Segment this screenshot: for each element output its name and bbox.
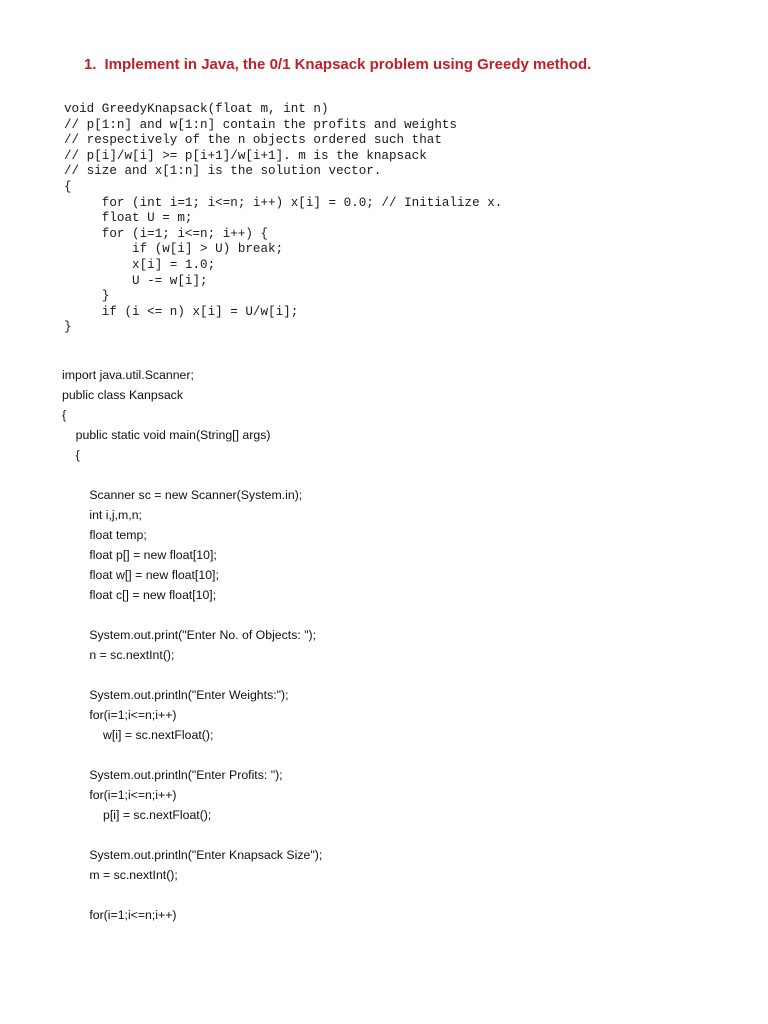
code-line [62, 745, 322, 765]
code-line [62, 605, 322, 625]
code-line: { [62, 448, 80, 462]
code-line: for(i=1;i<=n;i++) [62, 788, 177, 802]
code-line: n = sc.nextInt(); [62, 648, 175, 662]
code-line: float temp; [62, 528, 147, 542]
code-line: { [62, 408, 67, 422]
pseudocode-block [64, 102, 502, 336]
pseudocode-line: } [64, 289, 110, 304]
code-line: for(i=1;i<=n;i++) [62, 708, 177, 722]
code-line: System.out.println("Enter Knapsack Size"); [62, 848, 323, 862]
question-number: 1. [84, 56, 97, 73]
code-line [62, 665, 322, 685]
code-line: System.out.print("Enter No. of Objects: "); [62, 628, 317, 642]
pseudocode-line: U -= w[i]; [64, 273, 208, 288]
code-line: Scanner sc = new Scanner(System.in); [62, 488, 303, 502]
pseudocode-line: for (i=1; i<=n; i++) { [64, 226, 269, 241]
code-line: System.out.println("Enter Profits: "); [62, 768, 283, 782]
pseudocode-line: if (i <= n) x[i] = U/w[i]; [64, 304, 299, 319]
pseudocode-line: // respectively of the n objects ordered such that [64, 133, 442, 148]
pseudocode-line: for (int i=1; i<=n; i++) x[i] = 0.0; // Initialize x. [64, 195, 503, 210]
pseudocode-line: { [64, 179, 72, 194]
pseudocode-line: if (w[i] > U) break; [64, 242, 284, 257]
pseudocode-line: // size and x[1:n] is the solution vector. [64, 164, 382, 179]
code-line: public static void main(String[] args) [62, 428, 271, 442]
code-line [62, 465, 322, 485]
pseudocode-line: float U = m; [64, 211, 193, 226]
pseudocode-line: x[i] = 1.0; [64, 257, 216, 272]
code-line: public class Kanpsack [62, 388, 183, 402]
code-line: for(i=1;i<=n;i++) [62, 908, 177, 922]
pseudocode-line: } [64, 320, 72, 335]
java-code-block [62, 365, 322, 925]
code-line: p[i] = sc.nextFloat(); [62, 808, 212, 822]
code-line: import java.util.Scanner; [62, 368, 194, 382]
code-line [62, 825, 322, 845]
pseudocode-line: // p[i]/w[i] >= p[i+1]/w[i+1]. m is the knapsack [64, 148, 427, 163]
code-line: float w[] = new float[10]; [62, 568, 219, 582]
pseudocode-line: void GreedyKnapsack(float m, int n) [64, 102, 329, 116]
question-text: Implement in Java, the 0/1 Knapsack problem using Greedy method. [104, 56, 592, 73]
code-line [62, 885, 322, 905]
question-heading [84, 56, 591, 73]
pseudocode-line: // p[1:n] and w[1:n] contain the profits and weights [64, 117, 457, 132]
code-line: int i,j,m,n; [62, 508, 142, 522]
code-line: float c[] = new float[10]; [62, 588, 217, 602]
code-line: w[i] = sc.nextFloat(); [62, 728, 214, 742]
code-line: float p[] = new float[10]; [62, 548, 217, 562]
code-line: m = sc.nextInt(); [62, 868, 178, 882]
code-line: System.out.println("Enter Weights:"); [62, 688, 289, 702]
